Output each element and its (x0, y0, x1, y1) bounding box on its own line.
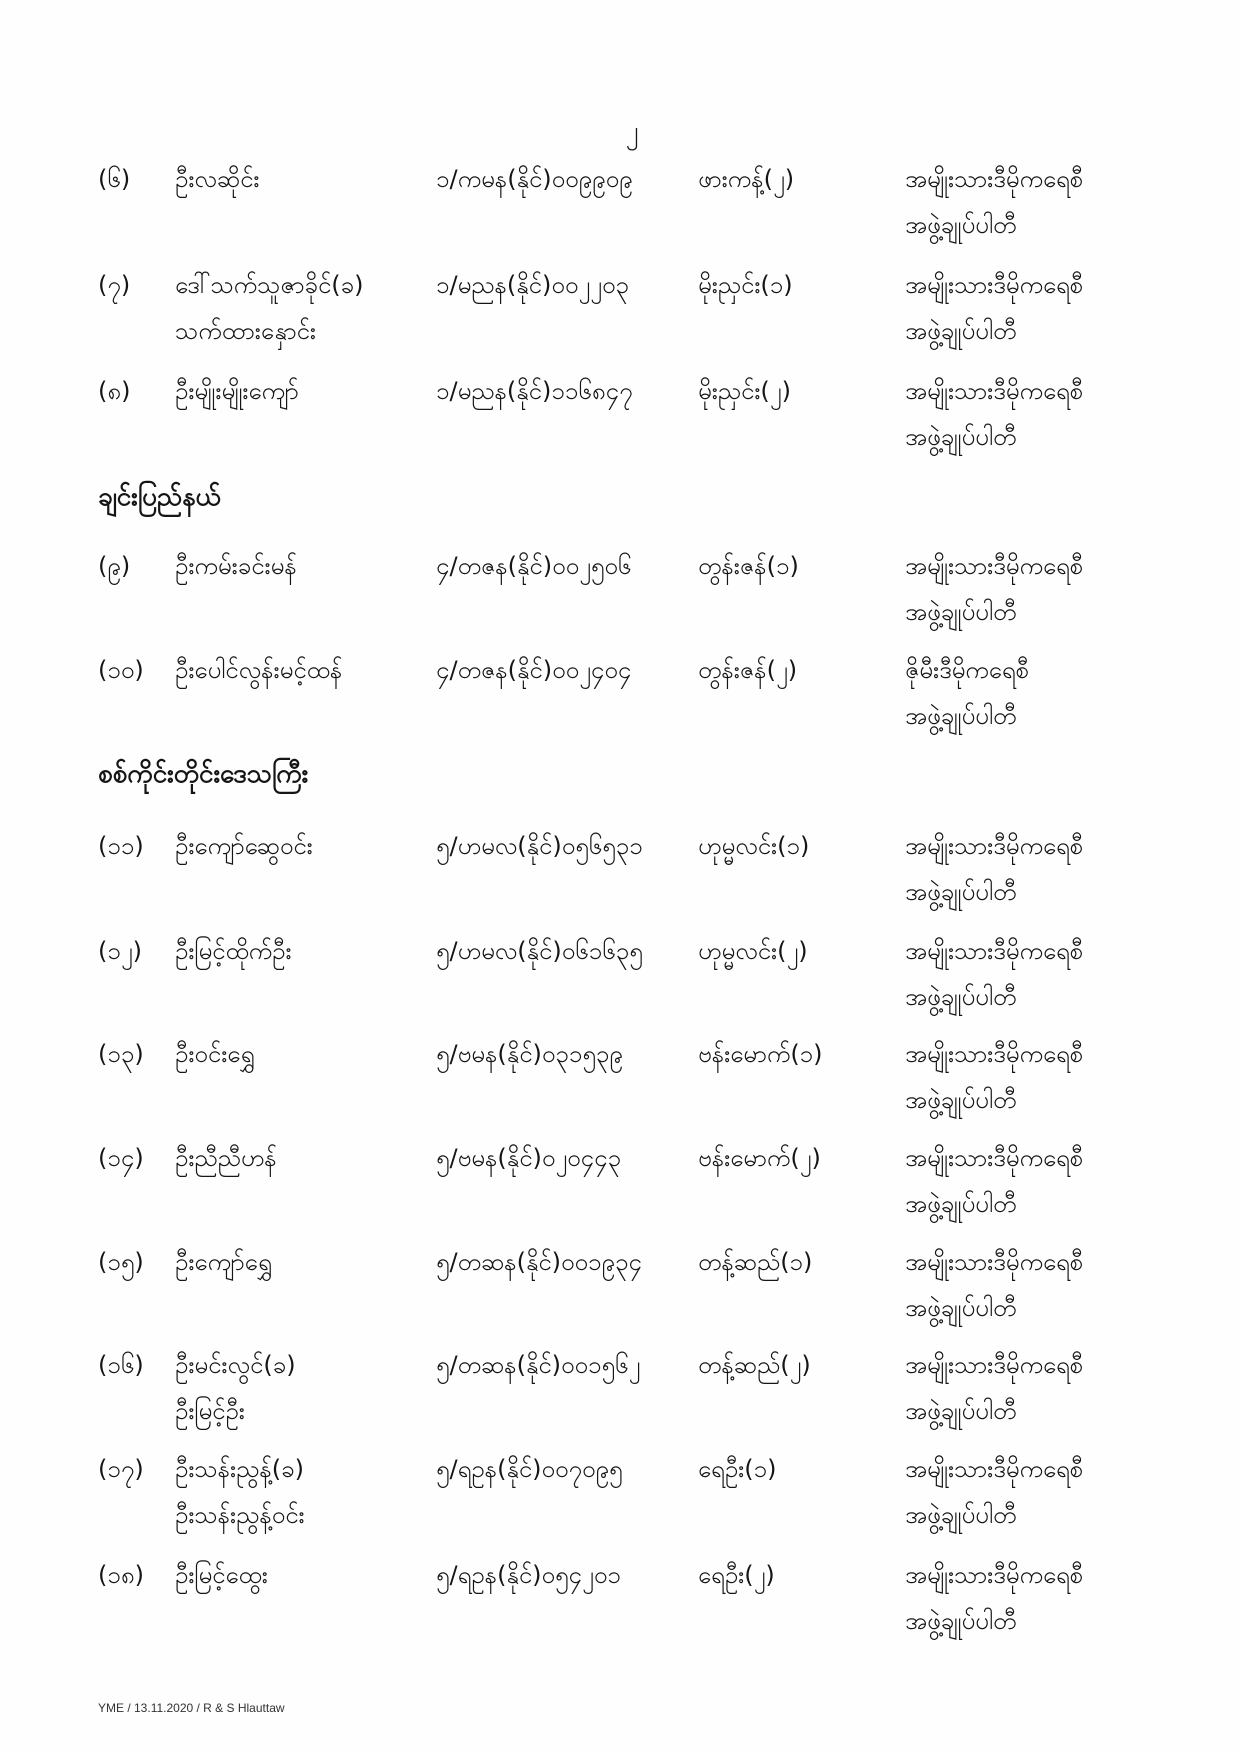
nrc-number: ၅/ရဥန(နိုင်)၀၀၇၀၉၅ (436, 1455, 623, 1483)
nrc-number: ၅/ဗမန(နိုင်)၀၂၀၄၄၃ (436, 1144, 622, 1172)
constituency: ဖားကန့်(၂) (698, 165, 795, 193)
party-line: အဖွဲ့ချုပ်ပါတီ (905, 423, 1017, 451)
party-name (905, 1446, 1205, 1538)
candidate-row (0, 1239, 1240, 1331)
constituency: ဗန်းမောက်(၁) (698, 1040, 823, 1068)
party-line: အဖွဲ့ချုပ်ပါတီ (905, 983, 1017, 1011)
party-line: အမျိုးသားဒီမိုကရေစီ (905, 377, 1084, 405)
name-line: ဦးဝင်းရွှေ (175, 1040, 255, 1068)
row-number: (၁၄) (98, 1144, 144, 1172)
party-name (905, 1031, 1205, 1123)
party-line: ဇိုမီးဒီမိုကရေစီ (905, 656, 1030, 684)
party-name (905, 156, 1205, 248)
party-name (905, 543, 1205, 635)
party-line: အမျိုးသားဒီမိုကရေစီ (905, 1144, 1084, 1172)
constituency: တွန်းဇန်(၂) (698, 656, 798, 684)
row-number: (၇) (98, 271, 131, 299)
candidate-row (0, 262, 1240, 354)
row-number: (၁၆) (98, 1351, 144, 1379)
name-line: ဒေါ်သက်သူဇာခိုင်(ခ) (175, 271, 364, 299)
candidate-row (0, 1342, 1240, 1434)
name-line: ဦးသန်းညွန့်(ခ) (175, 1455, 304, 1483)
candidate-name (175, 1239, 430, 1285)
row-number: (၉) (98, 552, 131, 580)
candidate-row (0, 1135, 1240, 1227)
constituency: ရေဦး(၁) (698, 1455, 777, 1483)
name-line: ဦးမျိုးမျိုးကျော် (175, 377, 299, 405)
party-line: အမျိုးသားဒီမိုကရေစီ (905, 165, 1084, 193)
name-line: ဦးမြင့်ထွေး (175, 1561, 268, 1589)
candidate-row (0, 928, 1240, 1020)
row-number: (၁၅) (98, 1248, 144, 1276)
party-line: အဖွဲ့ချုပ်ပါတီ (905, 211, 1017, 239)
party-name (905, 928, 1205, 1020)
party-line: အဖွဲ့ချုပ်ပါတီ (905, 702, 1017, 730)
candidate-row (0, 156, 1240, 248)
candidate-name (175, 1135, 430, 1181)
party-line: အမျိုးသားဒီမိုကရေစီ (905, 832, 1084, 860)
name-line: ဦးပေါင်လွန်းမင့်ထန် (175, 656, 343, 684)
nrc-number: ၅/ဟမလ(နိုင်)၀၆၁၆၃၅ (436, 937, 643, 965)
candidate-name (175, 262, 430, 354)
party-line: အဖွဲ့ချုပ်ပါတီ (905, 1397, 1017, 1425)
constituency: တန့်ဆည်(၂) (698, 1351, 811, 1379)
row-number: (၁၇) (98, 1455, 144, 1483)
name-line: ဦးမြင့်ဦး (175, 1397, 245, 1425)
party-line: အမျိုးသားဒီမိုကရေစီ (905, 1561, 1084, 1589)
party-line: အမျိုးသားဒီမိုကရေစီ (905, 271, 1084, 299)
party-line: အမျိုးသားဒီမိုကရေစီ (905, 1040, 1084, 1068)
constituency: ဗန်းမောက်(၂) (698, 1144, 821, 1172)
constituency: မိုးညှင်း(၂) (698, 377, 791, 405)
candidate-name (175, 156, 430, 202)
name-line: ဦးမင်းလွင်(ခ) (175, 1351, 296, 1379)
party-name (905, 1239, 1205, 1331)
name-line: သက်ထားနှောင်း (175, 317, 317, 345)
row-number: (၁၃) (98, 1040, 144, 1068)
party-name (905, 823, 1205, 915)
row-number: (၈) (98, 377, 131, 405)
candidate-row (0, 647, 1240, 739)
nrc-number: ၅/ဟမလ(နိုင်)၀၅၆၅၃၁ (436, 832, 643, 860)
party-line: အမျိုးသားဒီမိုကရေစီ (905, 1351, 1084, 1379)
name-line: ဦးညီညီဟန် (175, 1144, 277, 1172)
section-heading: ချင်းပြည်နယ် (98, 482, 221, 512)
candidate-row (0, 1552, 1240, 1644)
candidate-name (175, 1342, 430, 1434)
party-name (905, 1135, 1205, 1227)
candidate-name (175, 1031, 430, 1077)
row-number: (၆) (98, 165, 131, 193)
candidate-name (175, 543, 430, 589)
party-name (905, 1342, 1205, 1434)
candidate-row (0, 1031, 1240, 1123)
nrc-number: ၅/တဆန(နိုင်)၀၀၁၉၃၄ (436, 1248, 643, 1276)
party-line: အဖွဲ့ချုပ်ပါတီ (905, 317, 1017, 345)
party-line: အဖွဲ့ချုပ်ပါတီ (905, 598, 1017, 626)
candidate-name (175, 368, 430, 414)
candidate-name (175, 823, 430, 869)
candidate-row (0, 368, 1240, 460)
candidate-name (175, 647, 430, 693)
nrc-number: ၁/မညန(နိုင်)၀၀၂၂၀၃ (436, 271, 629, 299)
party-line: အဖွဲ့ချုပ်ပါတီ (905, 1190, 1017, 1218)
nrc-number: ၅/တဆန(နိုင်)၀၀၁၅၆၂ (436, 1351, 641, 1379)
constituency: တန့်ဆည်(၁) (698, 1248, 813, 1276)
row-number: (၁၁) (98, 832, 144, 860)
candidate-name (175, 1446, 430, 1538)
section-heading: စစ်ကိုင်းတိုင်းဒေသကြီး (98, 759, 309, 789)
footer-note: YME / 13.11.2020 / R & S Hlauttaw (98, 1701, 285, 1715)
party-line: အဖွဲ့ချုပ်ပါတီ (905, 1607, 1017, 1635)
party-line: အမျိုးသားဒီမိုကရေစီ (905, 552, 1084, 580)
constituency: ဟုမ္မလင်း(၂) (698, 937, 808, 965)
party-name (905, 368, 1205, 460)
candidate-name (175, 928, 430, 974)
party-name (905, 262, 1205, 354)
name-line: ဦးသန်းညွန့်ဝင်း (175, 1501, 305, 1529)
candidate-name (175, 1552, 430, 1598)
constituency: မိုးညှင်း(၁) (698, 271, 793, 299)
constituency: ရေဦး(၂) (698, 1561, 775, 1589)
name-line: ဦးကမ်းခင်းမန် (175, 552, 297, 580)
name-line: ဦးကျော်ရွှေ (175, 1248, 272, 1276)
row-number: (၁၈) (98, 1561, 144, 1589)
party-line: အဖွဲ့ချုပ်ပါတီ (905, 1086, 1017, 1114)
nrc-number: ၅/ဗမန(နိုင်)၀၃၁၅၃၉ (436, 1040, 623, 1068)
candidate-row (0, 543, 1240, 635)
party-line: အမျိုးသားဒီမိုကရေစီ (905, 1455, 1084, 1483)
constituency: ဟုမ္မလင်း(၁) (698, 832, 810, 860)
party-line: အဖွဲ့ချုပ်ပါတီ (905, 1501, 1017, 1529)
name-line: ဦးကျော်ဆွေဝင်း (175, 832, 313, 860)
constituency: တွန်းဇန်(၁) (698, 552, 799, 580)
candidate-row (0, 823, 1240, 915)
party-line: အမျိုးသားဒီမိုကရေစီ (905, 937, 1084, 965)
nrc-number: ၁/ကမန(နိုင်)၀၀၉၉၀၉ (436, 165, 633, 193)
nrc-number: ၄/တဇန(နိုင်)၀၀၂၄၀၄ (436, 656, 632, 684)
nrc-number: ၄/တဇန(နိုင်)၀၀၂၅၀၆ (436, 552, 632, 580)
row-number: (၁၂) (98, 937, 143, 965)
party-name (905, 647, 1205, 739)
nrc-number: ၅/ရဥန(နိုင်)၀၅၄၂၀၁ (436, 1561, 621, 1589)
name-line: ဦးလဆိုင်း (175, 165, 260, 193)
name-line: ဦးမြင့်ထိုက်ဦး (175, 937, 292, 965)
page-number: ၂ (625, 116, 639, 146)
row-number: (၁၀) (98, 656, 144, 684)
party-line: အမျိုးသားဒီမိုကရေစီ (905, 1248, 1084, 1276)
nrc-number: ၁/မညန(နိုင်)၁၁၆၈၄၇ (436, 377, 633, 405)
party-line: အဖွဲ့ချုပ်ပါတီ (905, 1294, 1017, 1322)
candidate-row (0, 1446, 1240, 1538)
party-name (905, 1552, 1205, 1644)
party-line: အဖွဲ့ချုပ်ပါတီ (905, 878, 1017, 906)
